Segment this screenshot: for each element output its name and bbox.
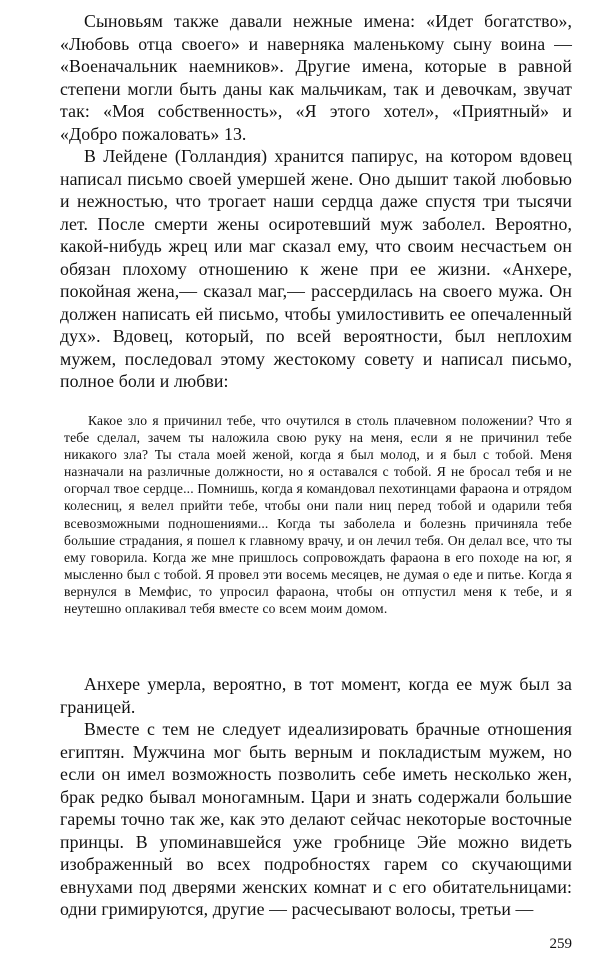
paragraph-leiden-papyrus: В Лейдене (Голландия) хранится папирус, на котором вдовец написал письмо своей умершей жене. Оно дышит такой любовью и нежностью, что трогает наши сердца даже спустя три тысячи лет. После смерти жены осиротевший муж заболел. Вероятно, какой-нибудь жрец или маг сказал ему, что своим несчастьем он обязан плохому отношению к жене при ее жизни. «Анхере, покойная жена,— сказал маг,— рассердилась на своего мужа. Он должен написать ей письмо, чтобы умилостивить ее опечаленный дух». Вдовец, который, по всей вероятности, был неплохим мужем, последовал этому жестокому совету и написал письмо, полное боли и любви: xyxy=(60,146,572,391)
page-number: 259 xyxy=(549,936,572,952)
letter-quote-block xyxy=(64,412,572,617)
letter-quote: Какое зло я причинил тебе, что очутился в столь плачевном положении? Что я тебе сделал, зачем ты наложила свою руку на меня, если я не причинил тебе никакого зла? Ты стала моей женой, когда я был молод, и я был с тобой. Меня назначали на различные должности, но я оставался с тобой. Я не бросал тебя и не огорчал твое сердце... Помнишь, когда я командовал пехотинцами фараона и отрядом колесниц, я велел прийти тебе, чтобы они пали ниц перед тобой и одарили тебя всевозможными подношениями... Когда ты заболела и болезнь причиняла тебе большие страдания, я пошел к главному врачу, и он лечил тебя. Он делал все, что ты ему говорила. Когда же мне пришлось сопровождать фараона в его походе на юг, я мысленно был с тобой. Я провел эти восемь месяцев, не думая о еде и питье. Когда я вернулся в Мемфис, то упросил фараона, чтобы он отпустил меня к тебе, и я неутешно оплакивал тебя вместе со всем моим домом. xyxy=(64,413,572,617)
paragraph-marriage-relations: Вместе с тем не следует идеализировать брачные отношения египтян. Мужчина мог быть верным и покладистым мужем, но если он имел возможность позволить себе иметь несколько жен, брак редко бывал моногамным. Цари и знать содержали большие гаремы точно так же, как это делают сейчас некоторые восточные принцы. В упоминавшейся уже гробнице Эйе можно видеть изображенный во всех подробностях гарем со скучающими евнухами под дверями женских комнат и с его обитательницами: одни гримируются, другие — расчесывают волосы, третьи — xyxy=(60,719,572,919)
paragraph-block-1 xyxy=(60,10,572,393)
paragraph-ankhere-death: Анхере умерла, вероятно, в тот момент, когда ее муж был за границей. xyxy=(60,674,572,717)
paragraph-block-2 xyxy=(60,673,572,921)
paragraph-children-names: Сыновьям также давали нежные имена: «Идет богатство», «Любовь отца своего» и наверняка маленькому сыну воина — «Военачальник наемников». Другие имена, которые в равной степени могли быть даны как мальчикам, так и девочкам, звучат так: «Моя собственность», «Я этого хотел», «Приятный» и «Добро пожаловать» 13. xyxy=(60,11,572,144)
